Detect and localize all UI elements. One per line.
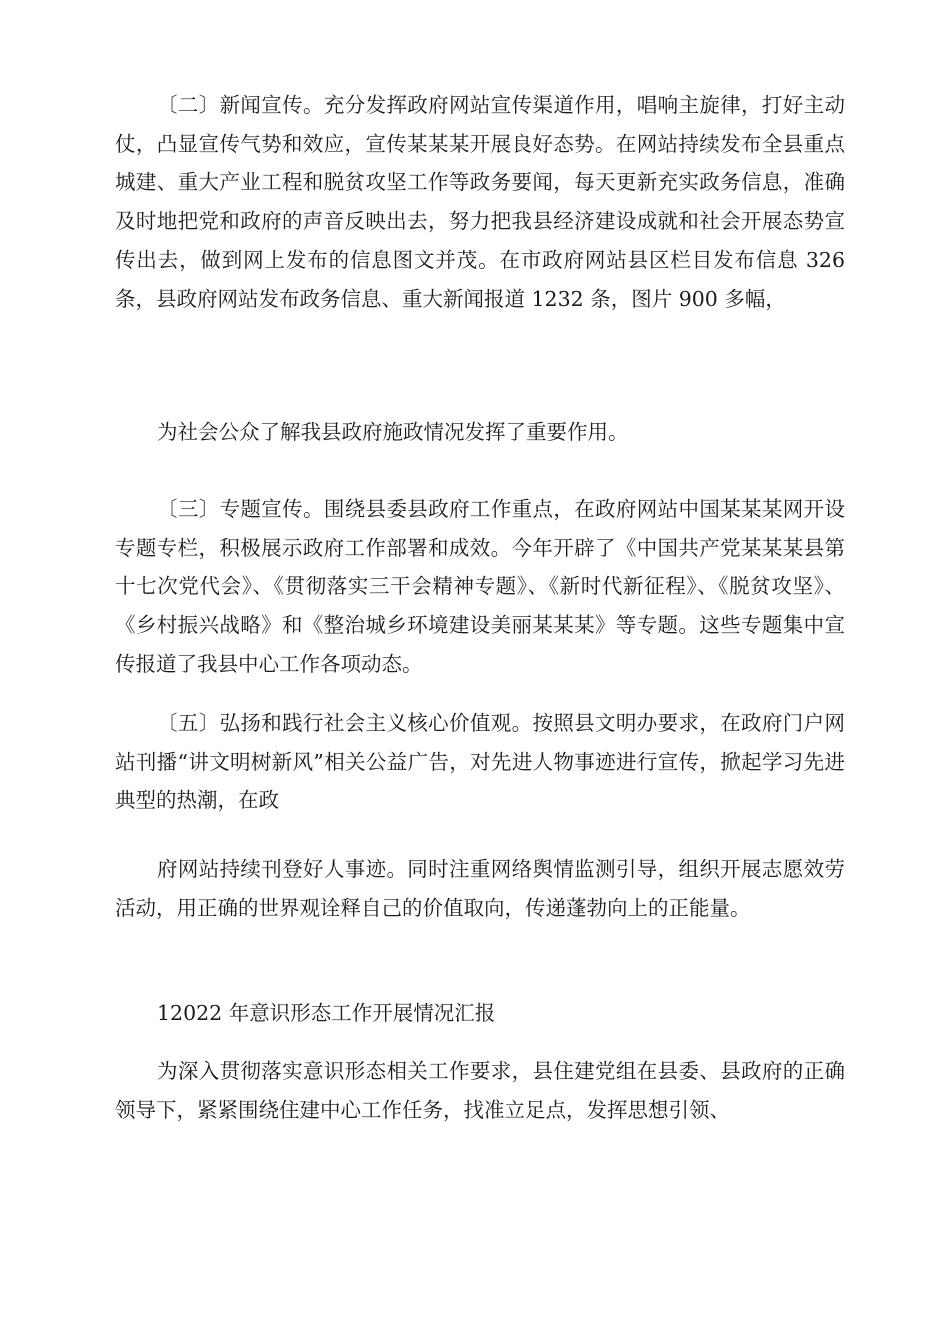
paragraph-core-values-continued: 府网站持续刊登好人事迹。同时注重网络舆情监测引导，组织开展志愿效劳活动，用正确的世界观诠释自己的价值取向，传递蓬勃向上的正能量。 — [115, 857, 845, 920]
paragraph-news-publicity-continued: 为社会公众了解我县政府施政情况发挥了重要作用。 — [157, 420, 629, 444]
paragraph-core-values: 〔五〕弘扬和践行社会主义核心价值观。按照县文明办要求，在政府门户网站刊播“讲文明树新风”相关公益广告，对先进人物事迹进行宣传，掀起学习先进典型的热潮，在政 — [115, 711, 845, 813]
paragraph-intro: 为深入贯彻落实意识形态相关工作要求，县住建党组在县委、县政府的正确领导下，紧紧围绕住建中心工作任务，找准立足点，发挥思想引领、 — [115, 1059, 845, 1122]
paragraph-news-publicity: 〔二〕新闻宣传。充分发挥政府网站宣传渠道作用，唱响主旋律，打好主动仗，凸显宣传气势和效应，宣传某某某开展良好态势。在网站持续发布全县重点城建、重大产业工程和脱贫攻坚工作等政务要闻，每天更新充实政务信息，准确及时地把党和政府的声音反映出去，努力把我县经济建设成就和社会开展态势宣传出去，做到网上发布的信息图文并茂。在市政府网站县区栏目发布信息 326 条，县政府网站发布政务信息、重大新闻报道 1232 条，图片 900 多幅， — [115, 93, 845, 311]
section-heading: 12022 年意识形态工作开展情况汇报 — [157, 1001, 496, 1025]
paragraph-special-topic-publicity: 〔三〕专题宣传。围绕县委县政府工作重点，在政府网站中国某某某网开设专题专栏，积极展示政府工作部署和成效。今年开辟了《中国共产党某某某县第十七次党代会》、《贯彻落实三干会精神专题》、《新时代新征程》、《脱贫攻坚》、《乡村振兴战略》和《整治城乡环境建设美丽某某某》等专题。这些专题集中宣传报道了我县中心工作各项动态。 — [115, 497, 845, 676]
